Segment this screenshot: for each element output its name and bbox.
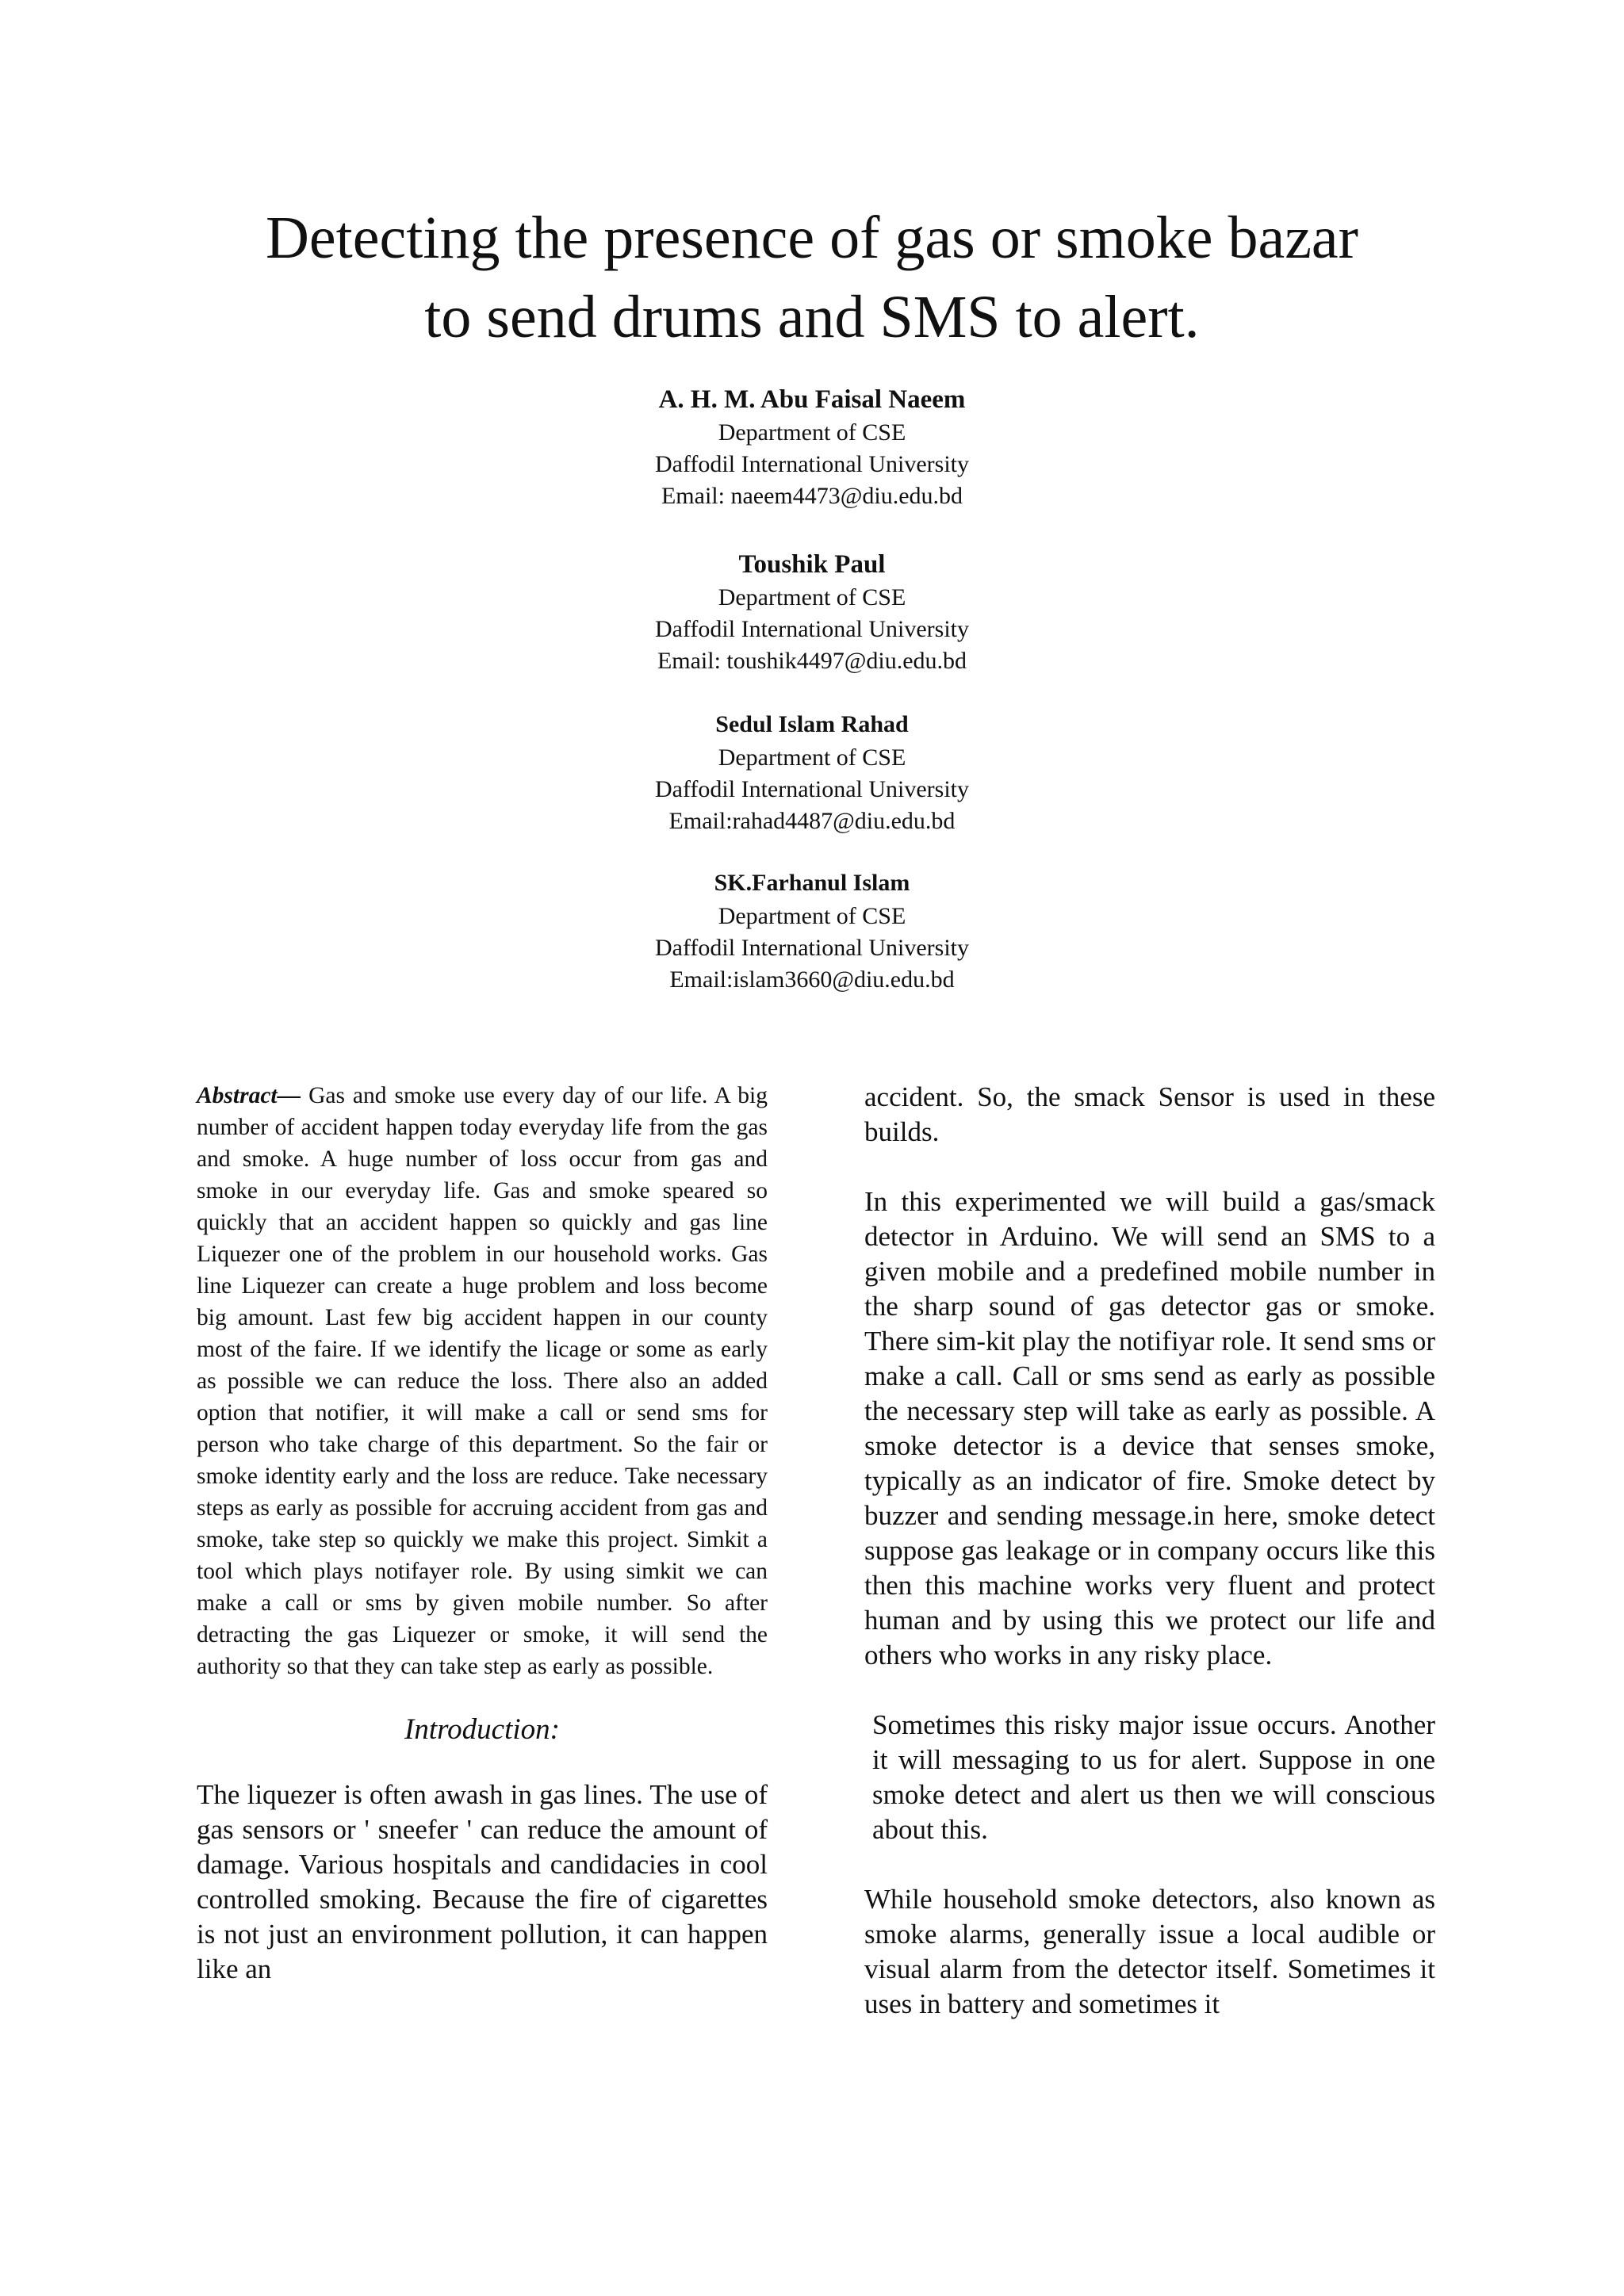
author-block — [495, 547, 1129, 677]
author-name: A. H. M. Abu Faisal Naeem — [658, 385, 966, 414]
author-email: Email: naeem4473@diu.edu.bd — [661, 483, 963, 509]
author-block — [495, 382, 1129, 512]
author-department: Department of CSE — [718, 419, 906, 446]
introduction-text: The liquezer is often awash in gas lines. The use of gas sensors or ' sneefer ' can reduce the amount of damage. Various hospitals and candidacies in cool controlled smoking. Because the fire of cigarettes is not just an environment pollution, it can happen like an — [197, 1779, 768, 1984]
author-block — [495, 866, 1129, 996]
author-name: Toushik Paul — [738, 550, 886, 579]
author-email: Email:rahad4487@diu.edu.bd — [668, 808, 956, 834]
paper-title — [143, 198, 1481, 357]
author-university: Daffodil International University — [654, 616, 969, 642]
body-paragraph: Sometimes this risky major issue occurs. Another it will messaging to us for alert. Suppose in one smoke detect and alert us then we will conscious about this. — [872, 1709, 1435, 1845]
author-university: Daffodil International University — [654, 776, 969, 802]
body-paragraph: While household smoke detectors, also known as smoke alarms, generally issue a local audible or visual alarm from the detector itself. Sometimes it uses in battery and sometimes it — [864, 1884, 1435, 2019]
section-heading-introduction: Introduction: — [404, 1713, 560, 1746]
abstract — [197, 1080, 768, 1682]
left-column — [197, 1080, 768, 1987]
author-block — [495, 707, 1129, 837]
author-email: Email: toushik4497@diu.edu.bd — [657, 648, 967, 674]
abstract-label: Abstract— — [197, 1083, 301, 1108]
author-department: Department of CSE — [718, 744, 906, 771]
abstract-text: Gas and smoke use every day of our life. A big number of accident happen today everyday life from the gas and smoke. A huge number of loss occur from gas and smoke in our everyday life. Gas and smoke speared so quickly that an accident happen so quickly and gas line Liquezer one of the problem in our household works. Gas line Liquezer can create a huge problem and loss become big amount. Last few big accident happen in our county most of the faire. If we identify the licage or some as early as possible we can reduce the loss. There also an added option that notifier, it will make a call or send sms for person who take charge of this department. So the fair or smoke identity early and the loss are reduce. Take necessary steps as early as possible for accruing accident from gas and smoke, take step so quickly we make this project. Simkit a tool which plays notifayer role. By using simkit we can make a call or sms by given mobile number. So after detracting the gas Liquezer or smoke, it will send the authority so that they can take step as early as possible. — [197, 1083, 768, 1679]
author-university: Daffodil International University — [654, 935, 969, 961]
author-name: SK.Farhanul Islam — [714, 870, 910, 896]
body-paragraph: In this experimented we will build a gas/smack detector in Arduino. We will send an SMS to a given mobile and a predefined mobile number in the sharp sound of gas detector gas or smoke. There sim-kit play the notifiyar role. It send sms or make a call. Call or sms send as early as possible the necessary step will take as early as possible. A smoke detector is a device that senses smoke, typically as an indicator of fire. Smoke detect by buzzer and sending message.in here, smoke detect suppose gas leakage or in company occurs like this then this machine works very fluent and protect human and by using this we protect our life and others who works in any risky place. — [864, 1186, 1435, 1670]
title-line-2: to send drums and SMS to alert. — [424, 284, 1200, 350]
author-email: Email:islam3660@diu.edu.bd — [669, 966, 955, 993]
author-department: Department of CSE — [718, 903, 906, 929]
author-university: Daffodil International University — [654, 451, 969, 477]
right-column — [864, 1080, 1435, 2022]
author-department: Department of CSE — [718, 584, 906, 610]
body-paragraph: accident. So, the smack Sensor is used in these builds. — [864, 1081, 1435, 1147]
title-line-1: Detecting the presence of gas or smoke bazar — [266, 205, 1358, 271]
author-name: Sedul Islam Rahad — [715, 711, 909, 737]
